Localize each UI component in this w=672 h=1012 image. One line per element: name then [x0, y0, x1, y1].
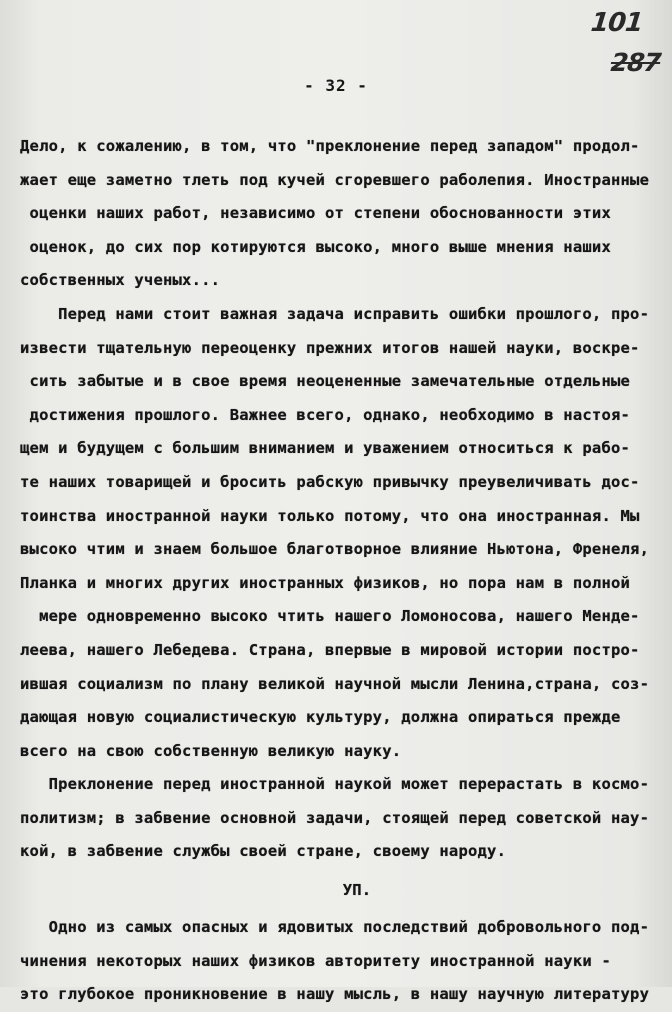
section-heading: УП. [342, 881, 372, 900]
text-line: щем и будущем с большим вниманием и уважением относиться к рабо- [20, 439, 631, 458]
text-line: извести тщательную переоценку прежних итогов нашей науки, воскре- [20, 338, 640, 357]
archive-crossed-number: 287 [609, 48, 662, 77]
text-line: всего на свою собственную великую науку. [20, 741, 402, 760]
text-line: те наших товарищей и бросить рабскую привычку преувеличивать дос- [20, 472, 640, 491]
body-text [20, 130, 664, 1012]
text-line: дающая новую социалистическую культуру, должна опираться прежде [20, 708, 621, 727]
text-line: леева, нашего Лебедева. Страна, впервые в мировой истории постро- [20, 640, 640, 659]
text-line: сить забытые и в свое время неоцененные замечательные отдельные [20, 372, 631, 391]
text-line: оценки наших работ, независимо от степени обоснованности этих [20, 204, 611, 223]
archive-folio-number: 101 [589, 8, 644, 38]
text-line: Дело, к сожалению, в том, что "преклонение перед западом" продол- [20, 137, 640, 155]
text-line: тоинства иностранной науки только потому, что она иностранная. Мы [20, 506, 640, 525]
text-line: Преклонение перед иностранной наукой может перерастать в космо- [20, 775, 650, 794]
text-line: достижения прошлого. Важнее всего, однако, необходимо в настоя- [20, 405, 631, 424]
text-line: собственных ученых... [20, 271, 221, 290]
text-line: жает еще заметно тлеть под кучей сгоревшего раболепия. Иностранные [20, 170, 650, 189]
text-line: ившая социализм по плану великой научной мысли Ленина,страна, соз- [20, 674, 650, 693]
text-line: Планка и многих других иностранных физиков, но пора нам в полной [20, 573, 631, 592]
text-line: чинения некоторых наших физиков авторитету иностранной науки - [20, 951, 611, 970]
text-line: оценок, до сих пор котируются высоко, много выше мнения наших [20, 237, 611, 256]
text-line: мере одновременно высоко чтить нашего Ломоносова, нашего Менде- [20, 607, 640, 626]
text-line: кой, в забвение службы своей стране, своему народу. [20, 842, 507, 861]
text-line: высоко чтим и знаем большое благотворное влияние Ньютона, Френеля, [20, 540, 650, 559]
text-line: Одно из самых опасных и ядовитых последствий добровольного под- [20, 918, 650, 937]
text-line: Перед нами стоит важная задача исправить ошибки прошлого, про- [20, 304, 650, 323]
text-line: это глубокое проникновение в нашу мысль, в нашу научную литературу [20, 985, 650, 1004]
text-line: политизм; в забвение основной задачи, стоящей перед советской нау- [20, 808, 650, 827]
page-number: - 32 - [304, 76, 368, 95]
